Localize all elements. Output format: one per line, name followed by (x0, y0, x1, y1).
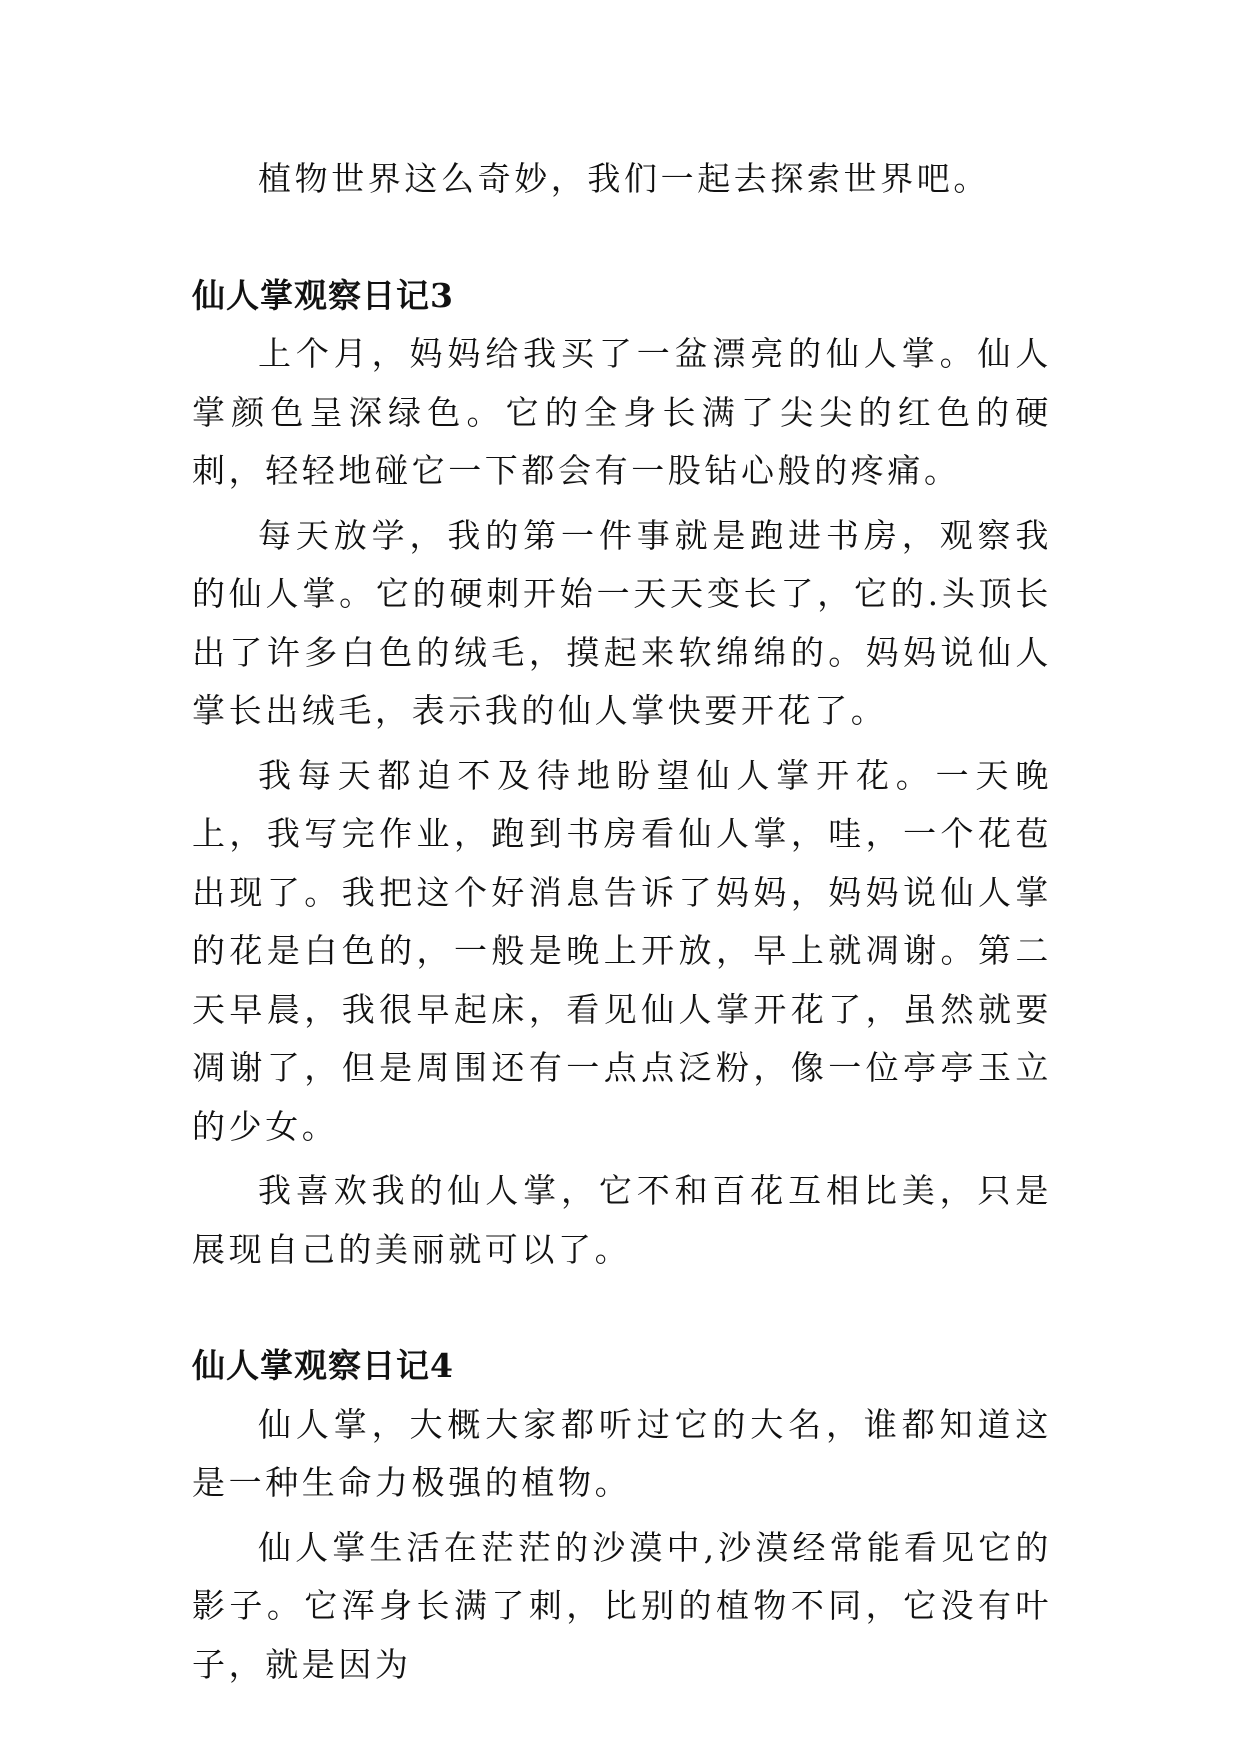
paragraph-diary-4-2: 仙人掌生活在茫茫的沙漠中,沙漠经常能看见它的影子。它浑身长满了刺，比别的植物不同，它没有叶子，就是因为 (192, 1527, 1052, 1684)
paragraph-diary-4-1: 仙人掌，大概大家都听过它的大名，谁都知道这是一种生命力极强的植物。 (192, 1404, 1052, 1502)
section-heading-diary-3: 仙人掌观察日记3 (192, 275, 454, 315)
paragraph-diary-3-2: 每天放学，我的第一件事就是跑进书房，观察我的仙人掌。它的硬刺开始一天天变长了，它的.头顶长出了许多白色的绒毛，摸起来软绵绵的。妈妈说仙人掌长出绒毛，表示我的仙人掌快要开花了。 (192, 515, 1052, 730)
section-spacer (192, 1279, 1052, 1337)
section-heading-diary-4: 仙人掌观察日记4 (192, 1346, 454, 1385)
paragraph-intro-closing: 植物世界这么奇妙，我们一起去探索世界吧。 (258, 159, 990, 198)
document-page (192, 150, 1052, 1694)
paragraph-diary-3-1: 上个月，妈妈给我买了一盆漂亮的仙人掌。仙人掌颜色呈深绿色。它的全身长满了尖尖的红色的硬刺，轻轻地碰它一下都会有一股钻心般的疼痛。 (192, 334, 1052, 490)
paragraph-diary-3-3: 我每天都迫不及待地盼望仙人掌开花。一天晚上，我写完作业，跑到书房看仙人掌，哇，一个花苞出现了。我把这个好消息告诉了妈妈，妈妈说仙人掌的花是白色的，一般是晚上开放，早上就凋谢。第二天早晨，我很早起床，看见仙人掌开花了，虽然就要凋谢了，但是周围还有一点点泛粉，像一位亭亭玉立的少女。 (192, 755, 1052, 1146)
paragraph-diary-3-4: 我喜欢我的仙人掌，它不和百花互相比美，只是展现自己的美丽就可以了。 (192, 1171, 1052, 1269)
section-spacer (192, 209, 1052, 267)
